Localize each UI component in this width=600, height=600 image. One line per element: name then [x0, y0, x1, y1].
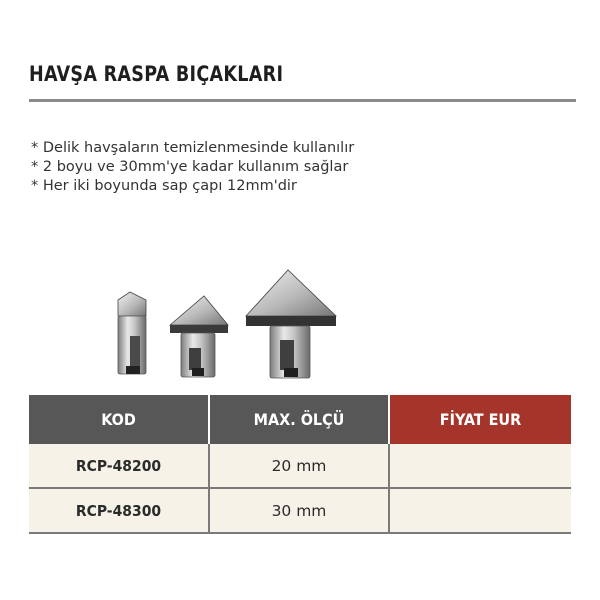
feature-list — [31, 139, 354, 196]
cell-size: 30 mm — [209, 488, 389, 533]
cell-code: RCP-48300 — [29, 488, 209, 533]
column-header-price: FİYAT EUR — [389, 395, 571, 444]
feature-item: * Her iki boyunda sap çapı 12mm'dir — [31, 177, 354, 196]
tool-medium-image — [170, 296, 228, 377]
title-divider — [29, 99, 576, 102]
column-header-code: KOD — [29, 395, 209, 444]
cell-price — [389, 444, 571, 488]
tool-large-image — [246, 270, 336, 378]
cell-price — [389, 488, 571, 533]
product-table — [29, 395, 571, 534]
product-image — [100, 258, 360, 383]
table-row — [29, 444, 571, 488]
table-row — [29, 488, 571, 533]
tool-small-image — [118, 292, 146, 374]
feature-item: * 2 boyu ve 30mm'ye kadar kullanım sağlar — [31, 158, 354, 177]
cell-code: RCP-48200 — [29, 444, 209, 488]
table-header-row — [29, 395, 571, 444]
column-header-size: MAX. ÖLÇÜ — [209, 395, 389, 444]
feature-item: * Delik havşaların temizlenmesinde kullanılır — [31, 139, 354, 158]
cell-size: 20 mm — [209, 444, 389, 488]
page-title: HAVŞA RASPA BIÇAKLARI — [29, 62, 284, 86]
